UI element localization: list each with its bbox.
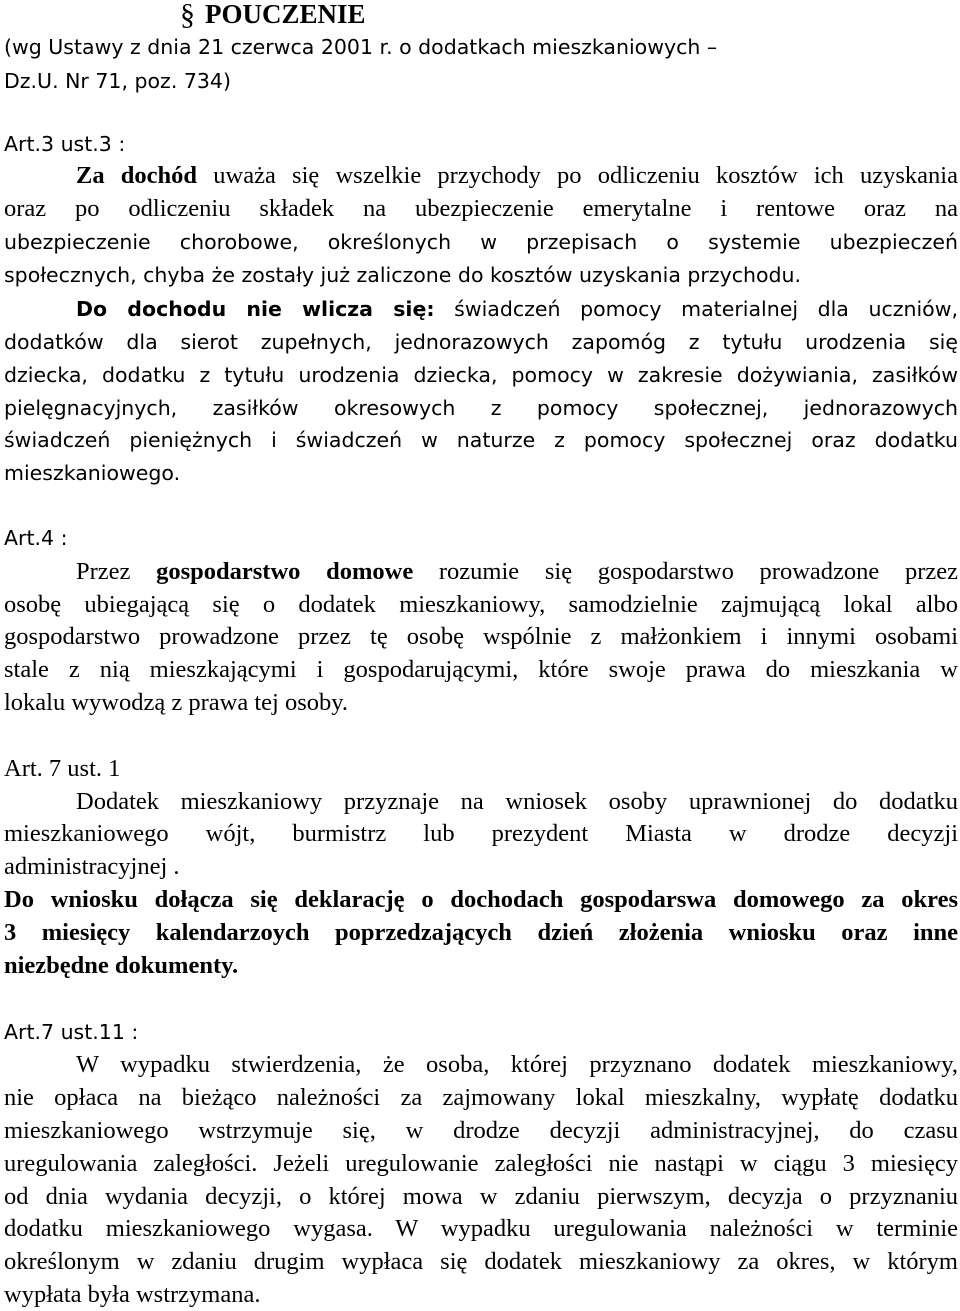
- art3-p1-line1-rest: uważa się wszelkie przychody po odliczeniu kosztów ich uzyskania: [197, 162, 958, 189]
- art7-11-line4: uregulowania zaległości. Jeżeli uregulowanie zaległości nie nastąpi w ciągu 3 miesięcy: [4, 1150, 958, 1177]
- art3-heading: Art.3 ust.3 :: [4, 132, 126, 156]
- header-line-2: Dz.U. Nr 71, poz. 734): [4, 69, 231, 93]
- art7-11-line8: wypłata była wstrzymana.: [4, 1281, 261, 1308]
- art3-p2-line1-rest: świadczeń pomocy materialnej dla uczniów,: [434, 297, 958, 321]
- art7-1-bold-line2: 3 miesięcy kalendarzoych poprzedzających dzień złożenia wniosku oraz inne: [4, 919, 958, 946]
- art4-line5: lokalu wywodzą z prawa tej osoby.: [4, 689, 349, 716]
- art4-line1: [76, 556, 958, 588]
- title-text: POUCZENIE: [205, 0, 366, 29]
- header-line-1: (wg Ustawy z dnia 21 czerwca 2001 r. o dodatkach mieszkaniowych –: [4, 35, 718, 59]
- art4-line2: osobę ubiegającą się o dodatek mieszkaniowy, samodzielnie zajmującą lokal albo: [4, 591, 958, 618]
- art7-11-line2: nie opłaca na bieżąco należności za zajmowany lokal mieszkalny, wypłatę dodatku: [4, 1084, 958, 1111]
- art7-1-bold-line3: niezbędne dokumenty.: [4, 952, 239, 979]
- art4-heading: Art.4 :: [4, 526, 68, 550]
- art7-11-line3: mieszkaniowego wstrzymuje się, w drodze decyzji administracyjnej, do czasu: [4, 1117, 958, 1144]
- document-title: [180, 0, 366, 30]
- art4-line1-rest: rozumie się gospodarstwo prowadzone przez: [413, 558, 958, 585]
- art3-p2-line1: [76, 293, 958, 325]
- art7-11-line6: dodatku mieszkaniowego wygasa. W wypadku uregulowania należności w terminie: [4, 1215, 958, 1242]
- art7-1-line2: mieszkaniowego wójt, burmistrz lub prezydent Miasta w drodze decyzji: [4, 820, 958, 847]
- art3-p2-line4: pielęgnacyjnych, zasiłków okresowych z pomocy społecznej, jednorazowych: [4, 396, 958, 420]
- art3-p1-line4: społecznych, chyba że zostały już zaliczone do kosztów uzyskania przychodu.: [4, 263, 802, 287]
- art3-p1-line3: ubezpieczenie chorobowe, określonych w przepisach o systemie ubezpieczeń: [4, 230, 958, 254]
- art3-p2-line6: mieszkaniowego.: [4, 461, 181, 485]
- art7-11-heading: Art.7 ust.11 :: [4, 1020, 139, 1044]
- art7-1-line1: Dodatek mieszkaniowy przyznaje na wniosek osoby uprawnionej do dodatku: [76, 788, 958, 815]
- art3-p1-line1: [76, 160, 958, 192]
- art3-p2-line2: dodatków dla sierot zupełnych, jednorazowych zapomóg z tytułu urodzenia się: [4, 330, 958, 354]
- section-mark: §: [180, 0, 195, 31]
- art4-line1-pre: Przez: [76, 558, 157, 585]
- art3-p1-line2: oraz po odliczeniu składek na ubezpieczenie emerytalne i rentowe oraz na: [4, 195, 958, 222]
- art3-p2-line3: dziecka, dodatku z tytułu urodzenia dziecka, pomocy w zakresie dożywiania, zasiłków: [4, 363, 958, 387]
- art7-11-line5: od dnia wydania decyzji, o której mowa w zdaniu pierwszym, decyzja o przyznaniu: [4, 1183, 958, 1210]
- art4-line4: stale z nią mieszkającymi i gospodarującymi, które swoje prawa do mieszkania w: [4, 656, 958, 683]
- art3-p2-line5: świadczeń pieniężnych i świadczeń w naturze z pomocy społecznej oraz dodatku: [4, 428, 958, 452]
- art7-11-line1: W wypadku stwierdzenia, że osoba, której przyznano dodatek mieszkaniowy,: [76, 1051, 958, 1078]
- art3-p2-bold: Do dochodu nie wlicza się:: [76, 297, 435, 321]
- art3-p1-bold: Za dochód: [76, 162, 198, 189]
- art7-1-heading: Art. 7 ust. 1: [4, 755, 121, 782]
- art7-1-line3: administracyjnej .: [4, 853, 180, 880]
- art4-line3: gospodarstwo prowadzone przez tę osobę wspólnie z małżonkiem i innymi osobami: [4, 623, 958, 650]
- art7-1-bold-line1: Do wniosku dołącza się deklarację o dochodach gospodarswa domowego za okres: [4, 886, 958, 913]
- art7-11-line7: określonym w zdaniu drugim wypłaca się dodatek mieszkaniowy za okres, w którym: [4, 1248, 958, 1275]
- art4-bold: gospodarstwo domowe: [156, 558, 414, 585]
